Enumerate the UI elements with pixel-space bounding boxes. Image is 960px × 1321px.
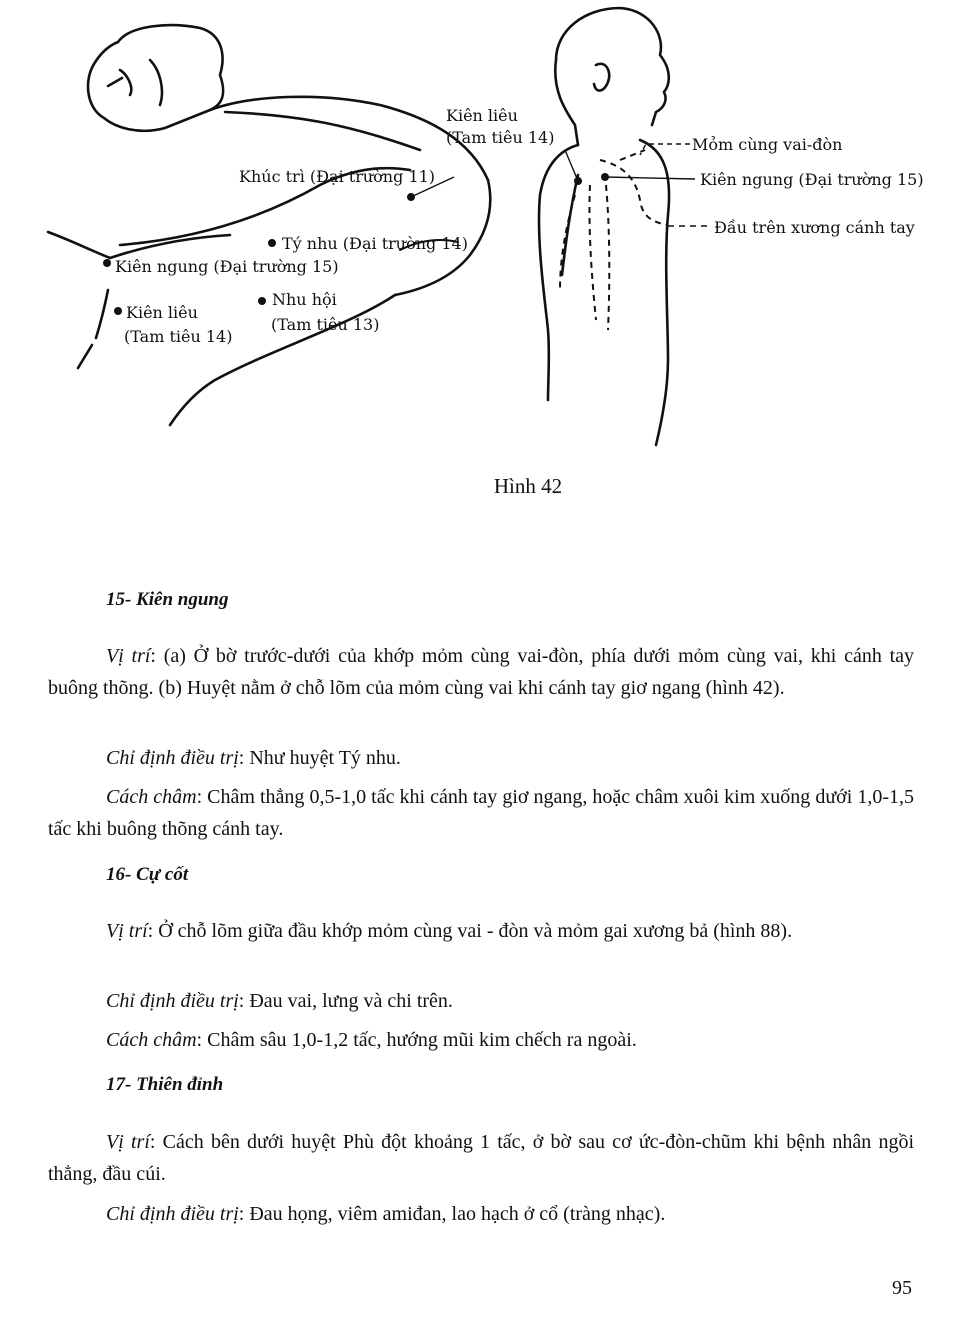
para-lead: Vị trí xyxy=(106,645,151,667)
label-nhu-hoi: Nhu hội xyxy=(272,290,337,309)
section-17-chi-dinh xyxy=(48,1198,914,1230)
label-khuc-tri: Khúc trì (Đại trường 11) xyxy=(239,167,436,186)
para-lead: Chỉ định điều trị xyxy=(106,747,239,769)
section-title-16: 16- Cự cốt xyxy=(106,864,189,885)
arm-points xyxy=(103,193,415,315)
para-text: : Ở chỗ lõm giữa đầu khớp mỏm cùng vai - đòn và mỏm gai xương bả (hình 88). xyxy=(147,920,793,942)
arm-drawing xyxy=(48,25,490,425)
torso-drawing xyxy=(539,8,669,445)
label-tam-tieu-13: (Tam tiêu 13) xyxy=(271,315,380,334)
para-text: : Đau họng, viêm amiđan, lao hạch ở cổ (tràng nhạc). xyxy=(238,1203,666,1225)
label-tam-tieu-14-top: (Tam tiêu 14) xyxy=(446,128,555,147)
para-lead: Vị trí xyxy=(106,1131,150,1153)
section-15-chi-dinh xyxy=(48,742,914,774)
label-kien-ngung-right: Kiên ngung (Đại trường 15) xyxy=(700,170,924,189)
section-16-vi-tri xyxy=(48,915,914,947)
para-lead: Cách châm xyxy=(106,786,197,808)
figure-caption: Hình 42 xyxy=(493,474,563,498)
para-lead: Chỉ định điều trị xyxy=(106,990,239,1012)
figure-42-illustration xyxy=(0,0,960,460)
label-ty-nhu: Tý nhu (Đại trường 14) xyxy=(282,234,468,253)
section-16-cach-cham xyxy=(48,1024,914,1056)
label-tam-tieu-14-left: (Tam tiêu 14) xyxy=(124,327,233,346)
label-kien-ngung-left: Kiên ngung (Đại trường 15) xyxy=(115,257,339,276)
section-title-15: 15- Kiên ngung xyxy=(106,589,229,610)
section-15-cach-cham xyxy=(48,781,914,845)
section-15-vi-tri xyxy=(48,640,914,704)
section-16-chi-dinh xyxy=(48,985,914,1017)
para-text: : Châm thẳng 0,5-1,0 tấc khi cánh tay giơ ngang, hoặc châm xuôi kim xuống dưới 1,0-1,5 tấc khi buông thõng cánh tay. xyxy=(48,786,914,840)
para-lead: Chỉ định điều trị xyxy=(106,1203,239,1225)
para-lead: Cách châm xyxy=(106,1029,197,1051)
label-kien-lieu-top: Kiên liêu xyxy=(446,106,518,125)
para-lead: Vị trí xyxy=(106,920,148,942)
label-dau-tren-xuong: Đầu trên xương cánh tay xyxy=(714,218,915,237)
para-text: : Cách bên dưới huyệt Phù đột khoảng 1 tấc, ở bờ sau cơ ức-đòn-chũm khi bệnh nhân ngồi thẳng, đầu cúi. xyxy=(48,1131,915,1185)
para-text: : Châm sâu 1,0-1,2 tấc, hướng mũi kim chếch ra ngoài. xyxy=(196,1029,637,1051)
para-text: : Như huyệt Tý nhu. xyxy=(238,747,401,769)
label-kien-lieu-left: Kiên liêu xyxy=(126,303,198,322)
section-title-17: 17- Thiên đỉnh xyxy=(106,1074,224,1095)
label-mom-cung-vai-don: Mỏm cùng vai-đòn xyxy=(692,135,843,154)
para-text: : (a) Ở bờ trước-dưới của khớp mỏm cùng vai-đòn, phía dưới mỏm cùng vai, khi cánh tay buông thõng. (b) Huyệt nằm ở chỗ lõm của mỏm cùng vai khi cánh tay giơ ngang (hình 42). xyxy=(48,645,915,699)
section-17-vi-tri xyxy=(48,1126,914,1190)
page-number: 95 xyxy=(892,1277,912,1299)
para-text: : Đau vai, lưng và chi trên. xyxy=(238,990,453,1012)
